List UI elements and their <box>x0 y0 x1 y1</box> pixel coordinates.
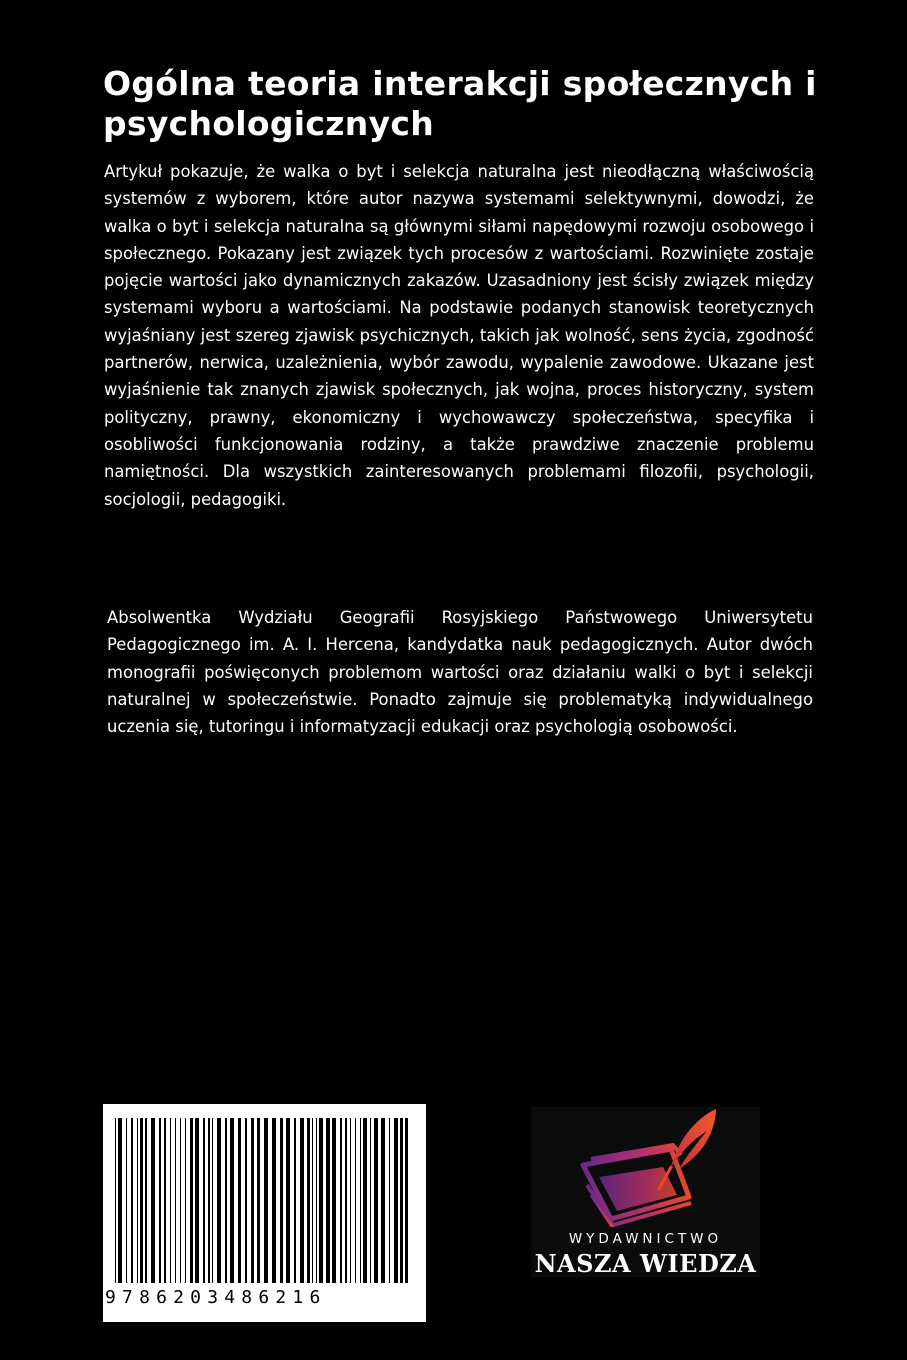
barcode-bar <box>225 1118 227 1283</box>
publisher-name: NASZA WIEDZA <box>534 1249 757 1278</box>
barcode-bar <box>332 1118 336 1283</box>
barcode-bar <box>300 1118 304 1283</box>
barcode-bar <box>238 1118 241 1283</box>
barcode-bar <box>307 1118 310 1283</box>
publisher-logo <box>531 1107 760 1277</box>
isbn-number: 9786203486216 <box>105 1287 327 1308</box>
barcode-bar <box>405 1118 408 1283</box>
barcode-bar <box>230 1118 234 1283</box>
publisher-label: WYDAWNICTWO <box>568 1231 723 1247</box>
barcode-bar <box>251 1118 254 1283</box>
barcode-bar <box>374 1118 378 1283</box>
barcode-bar <box>312 1118 313 1283</box>
barcode-bar <box>363 1118 367 1283</box>
barcode-bar <box>185 1118 186 1283</box>
author-bio: Absolwentka Wydziału Geografii Rosyjskiego Państwowego Uniwersytetu Pedagogicznego im. A. I. Hercena, kandydatka nauk pedagogicznych. Autor dwóch monografii poświęconych problemom wartości oraz działaniu walki o byt i selekcji naturalnej w społeczeństwie. Ponadto zajmuje się problematyką indywidualnego uczenia się, tutoringu i informatyzacji edukacji oraz psychologią osobowości. <box>107 608 813 737</box>
barcode-bar <box>118 1118 122 1283</box>
barcode-bar <box>272 1118 276 1283</box>
barcode-bar <box>245 1118 247 1283</box>
barcode-bar <box>190 1118 193 1283</box>
barcode-bar <box>394 1118 398 1283</box>
barcode-bar <box>151 1118 155 1283</box>
book-description: Artykuł pokazuje, że walka o byt i selekcja naturalna jest nieodłączną właściwością systemów z wyborem, które autor nazywa systemami selektywnymi, dowodzi, że walka o byt i selekcja naturalna są głównymi siłami napędowymi rozwoju osobowego i społecznego. Pokazany jest związek tych procesów z wartościami. Rozwinięte zostaje pojęcie wartości jako dynamicznych zakazów. Uzasadniony jest ścisły związek między systemami wyboru a wartościami. Na podstawie podanych stanowisk teoretycznych wyjaśniany jest szereg zjawisk psychicznych, takich jak wolność, sens życia, zgodność partnerów, nerwica, uzależnienia, wybór zawodu, wypalenie zawodowe. Ukazane jest wyjaśnienie tak znanych zjawisk społecznych, jak wojna, proces historyczny, system polityczny, prawny, ekonomiczny i wychowawczy społeczeństwa, specyfika i osobliwości funkcjonowania rodziny, a także prawdziwe znaczenie problemu namiętności. Dla wszystkich zainteresowanych problemami filozofii, psychologii, socjologii, pedagogiki. <box>104 162 814 509</box>
barcode-bar <box>355 1118 356 1283</box>
barcode-bar <box>319 1118 323 1283</box>
barcode-bar <box>264 1118 268 1283</box>
barcode-bar <box>400 1118 403 1283</box>
barcode-bar <box>316 1118 317 1283</box>
barcode-bar <box>360 1118 361 1283</box>
barcode-bar <box>203 1118 205 1283</box>
barcode-bar <box>195 1118 199 1283</box>
barcode-bar <box>370 1118 371 1283</box>
barcode-bar <box>294 1118 296 1283</box>
barcode-bar <box>350 1118 351 1283</box>
barcode-bar <box>389 1118 390 1283</box>
barcode-bar <box>345 1118 347 1283</box>
barcode-bar <box>159 1118 161 1283</box>
book-quill-icon <box>531 1107 760 1227</box>
barcode-bar <box>257 1118 260 1283</box>
barcode-bar <box>217 1118 221 1283</box>
barcode-bar <box>131 1118 133 1283</box>
barcode-bar <box>286 1118 290 1283</box>
barcode-bar <box>381 1118 385 1283</box>
barcode-bar <box>326 1118 330 1283</box>
barcode-bar <box>280 1118 283 1283</box>
barcode-bar <box>164 1118 166 1283</box>
barcode-bar <box>140 1118 143 1283</box>
isbn-barcode <box>103 1104 426 1322</box>
barcode-bar <box>170 1118 171 1283</box>
barcode-bar <box>126 1118 127 1283</box>
barcode-bar <box>340 1118 342 1283</box>
barcode-bar <box>212 1118 213 1283</box>
barcode-bar <box>137 1118 138 1283</box>
barcode-bar <box>208 1118 210 1283</box>
book-title: Ogólna teoria interakcji społecznych i psychologicznych <box>103 64 817 143</box>
barcode-bar <box>115 1118 116 1283</box>
barcode-bar <box>175 1118 176 1283</box>
barcode-bar <box>180 1118 181 1283</box>
barcode-bar <box>145 1118 147 1283</box>
